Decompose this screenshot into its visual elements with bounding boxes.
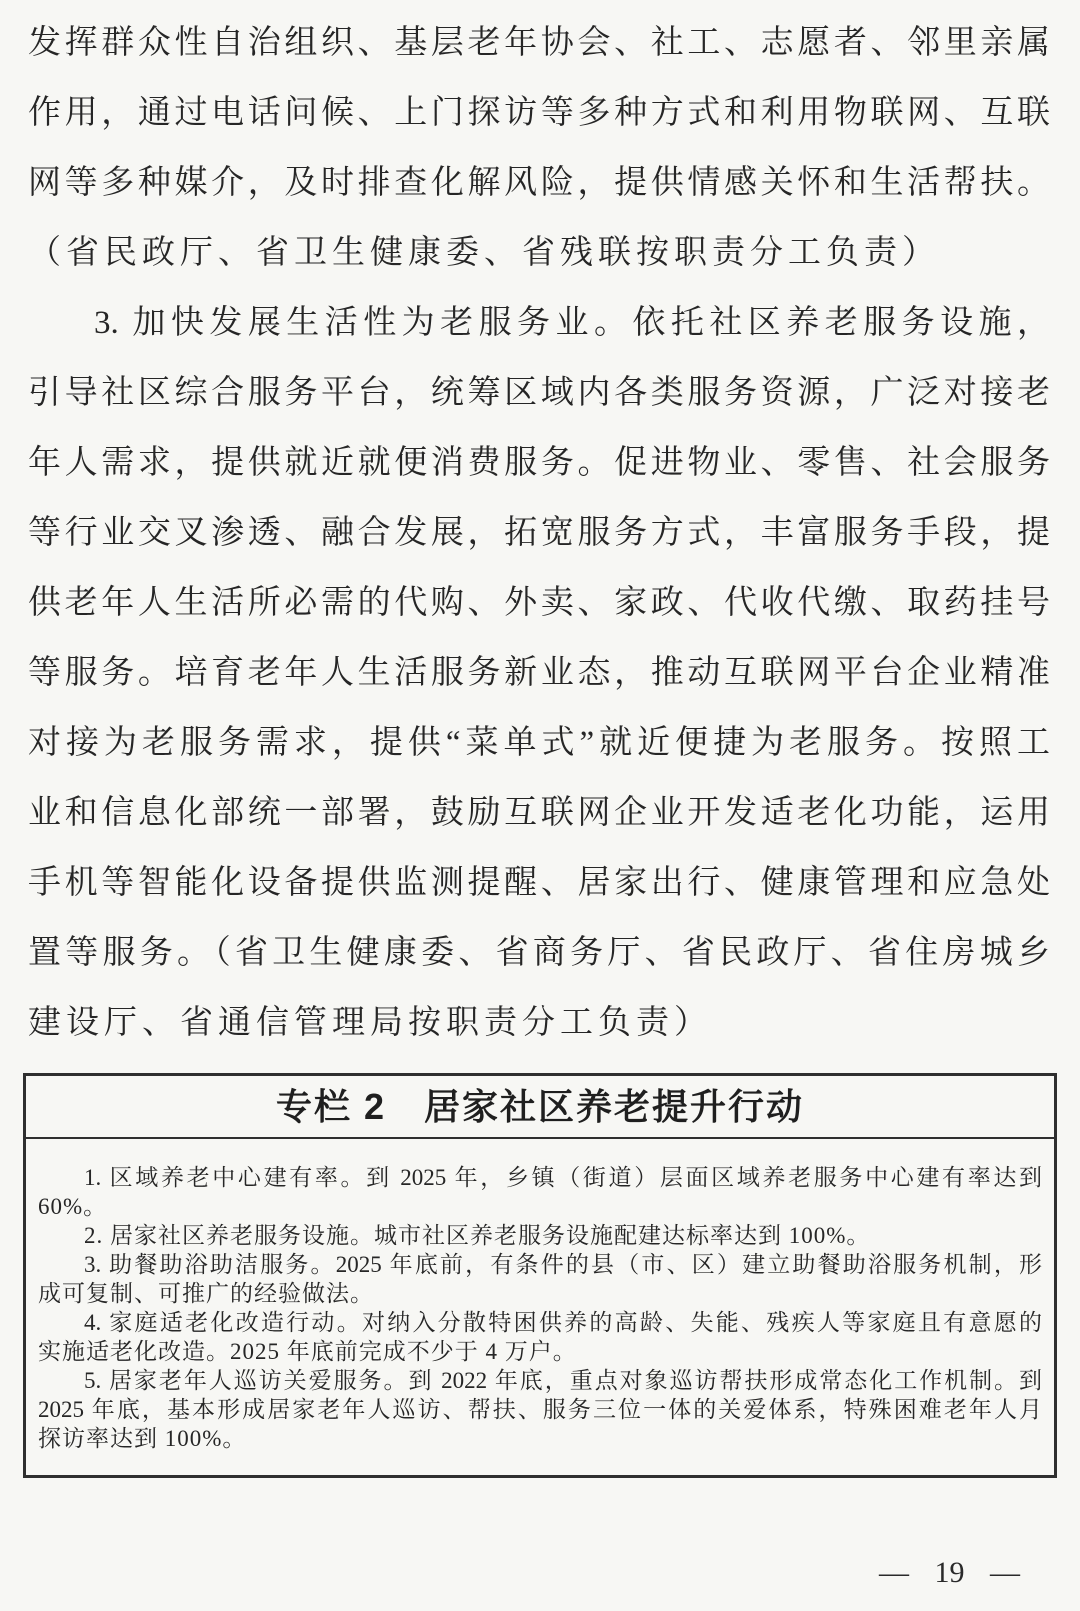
callout-box-line: 3. 助餐助浴助洁服务。2025 年底前，有条件的县（市、区）建立助餐助浴服务机制，形	[84, 1252, 1042, 1277]
body-text-line: 3. 加快发展生活性为老服务业。依托社区养老服务设施，	[94, 305, 1050, 341]
callout-box-title: 专栏 2 居家社区养老提升行动	[26, 1076, 1054, 1139]
body-text-line: 手机等智能化设备提供监测提醒、居家出行、健康管理和应急处	[28, 865, 1050, 901]
body-text-line: 等行业交叉渗透、融合发展，拓宽服务方式，丰富服务手段，提	[28, 515, 1050, 551]
callout-box-line: 2025 年底，基本形成居家老年人巡访、帮扶、服务三位一体的关爱体系，特殊困难老年人月	[38, 1397, 1042, 1422]
callout-box	[23, 1073, 1057, 1478]
callout-box-body	[26, 1139, 1054, 1475]
callout-box-line: 60%。	[38, 1194, 108, 1219]
callout-box-line: 4. 家庭适老化改造行动。对纳入分散特困供养的高龄、失能、残疾人等家庭且有意愿的	[84, 1310, 1042, 1335]
body-text-line: 建设厅、省通信管理局按职责分工负责）	[28, 1005, 712, 1041]
callout-box-line: 实施适老化改造。2025 年底前完成不少于 4 万户。	[38, 1339, 577, 1364]
callout-box-line: 1. 区域养老中心建有率。到 2025 年，乡镇（街道）层面区域养老服务中心建有率达到	[84, 1165, 1042, 1190]
body-text-line: 供老年人生活所必需的代购、外卖、家政、代收代缴、取药挂号	[28, 585, 1050, 621]
body-text-line: 等服务。培育老年人生活服务新业态，推动互联网平台企业精准	[28, 655, 1050, 691]
body-text-line: 对接为老服务需求，提供“菜单式”就近便捷为老服务。按照工	[28, 725, 1050, 761]
callout-box-line: 成可复制、可推广的经验做法。	[38, 1281, 374, 1306]
body-text-line: 网等多种媒介，及时排查化解风险，提供情感关怀和生活帮扶。	[28, 165, 1050, 201]
callout-box-line: 5. 居家老年人巡访关爱服务。到 2022 年底，重点对象巡访帮扶形成常态化工作机制。到	[84, 1368, 1042, 1393]
body-text-line: 置等服务。（省卫生健康委、省商务厅、省民政厅、省住房城乡	[28, 935, 1050, 971]
page-number: — 19 —	[879, 1556, 1020, 1589]
callout-box-line: 2. 居家社区养老服务设施。城市社区养老服务设施配建达标率达到 100%。	[84, 1223, 871, 1248]
body-text-line: 年人需求，提供就近就便消费服务。促进物业、零售、社会服务	[28, 445, 1050, 481]
body-text-line: 发挥群众性自治组织、基层老年协会、社工、志愿者、邻里亲属	[28, 25, 1050, 61]
body-text-line: （省民政厅、省卫生健康委、省残联按职责分工负责）	[28, 235, 940, 271]
callout-box-line: 探访率达到 100%。	[38, 1426, 247, 1451]
body-text-line: 引导社区综合服务平台，统筹区域内各类服务资源，广泛对接老	[28, 375, 1050, 411]
body-text-line: 业和信息化部统一部署，鼓励互联网企业开发适老化功能，运用	[28, 795, 1050, 831]
body-text-line: 作用，通过电话问候、上门探访等多种方式和利用物联网、互联	[28, 95, 1050, 131]
